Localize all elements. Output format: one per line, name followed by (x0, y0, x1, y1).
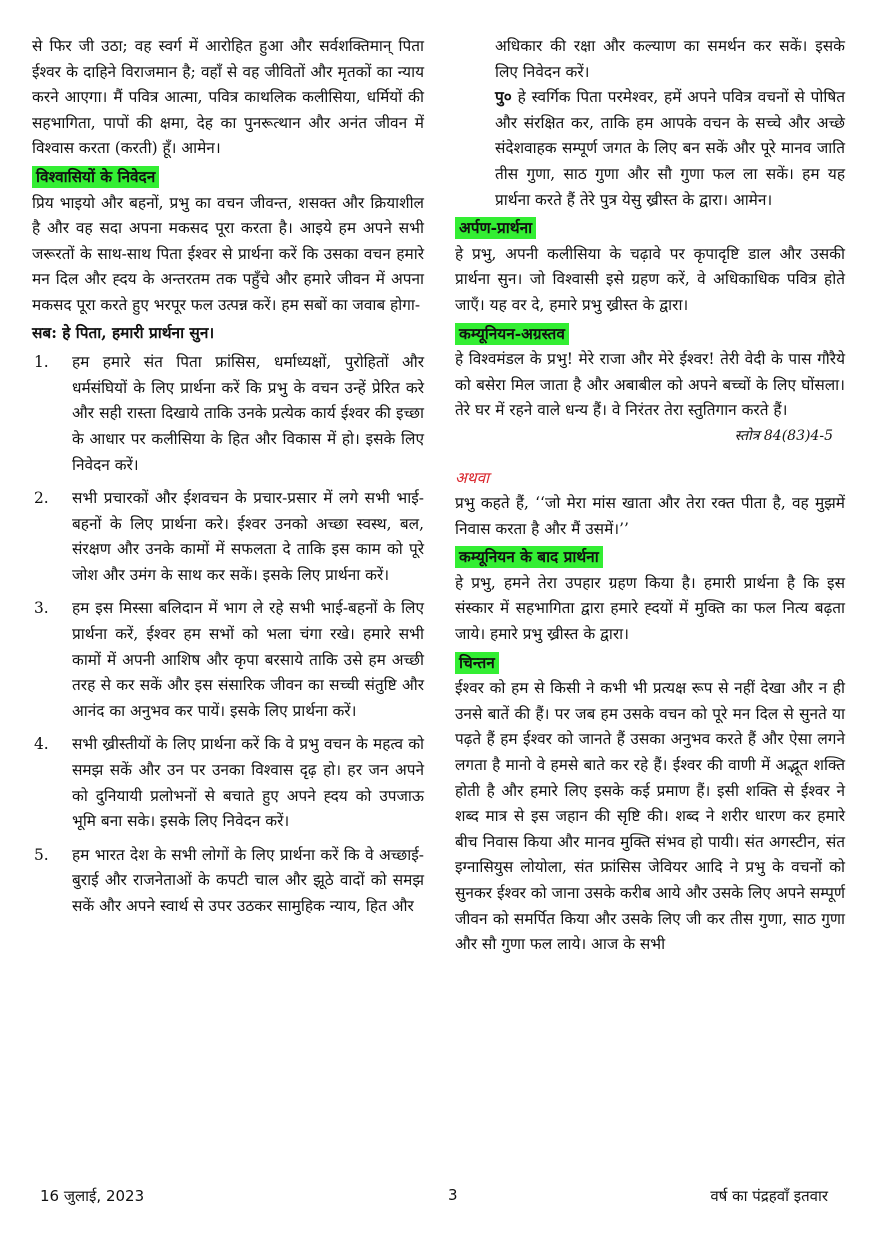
priest-label: पु० (495, 88, 512, 107)
petition-text: हम भारत देश के सभी लोगों के लिए प्रार्थना करें कि वे अच्छाई-बुराई और राजनेताओं के कपटी चाल और झूठे वादों को समझ सकें और अपने स्वार्थ से उपर उठकर सामुहिक न्याय, हित और (72, 845, 424, 915)
psalm-reference: स्तोत्र 84(83)4-5 (734, 427, 833, 444)
page-number: 3 (448, 1186, 458, 1204)
right-column (455, 34, 845, 958)
priest-prayer-text: हे स्वर्गिक पिता परमेश्वर, हमें अपने पवित्र वचनों से पोषित और संरक्षित कर, ताकि हम आपके वचन के सच्चे और अच्छे संदेशवाहक सम्पूर्ण जगत के लिए बन सकें और पूरे मानव जाति तीस गुणा, साठ गुणा और सौ गुणा फल ला सकें। हम यह प्रार्थना करते हैं तेरे पुत्र येसु ख्रीस्त के द्वारा। आमेन। (495, 88, 845, 209)
petition-number: 1. (34, 353, 49, 372)
post-communion-heading: कम्यूनियन के बाद प्रार्थना (455, 546, 603, 568)
petitions-intro: प्रिय भाइयो और बहनों, प्रभु का वचन जीवन्त, शसक्त और क्रियाशील है और वह सदा अपना मकसद पूरा करता है। आइये हम अपने सभी जरूरतों के साथ-साथ पिता ईश्वर से प्रार्थना करें कि उसका वचन हमारे मन दिल और ह्दय के अन्तरतम तक पहुँचे और हमारे जीवन में अपना मकसद पूरा करते हुए भरपूर फल उत्पन्न करें। हम सबों का जवाब होगा- (32, 193, 424, 314)
alternate-antiphon-text: प्रभु कहते हैं, ‘‘जो मेरा मांस खाता और तेरा रक्त पीता है, वह मुझमें निवास करता है और मैं उसमें।’’ (455, 494, 845, 538)
reflection-heading: चिन्तन (455, 652, 499, 674)
reflection-text: ईश्वर को हम से किसी ने कभी भी प्रत्यक्ष रूप से नहीं देखा और न ही उनसे बातें की हैं। पर जब हम उसके वचन को पूरे मन दिल से सुनते या पढ़ते हैं हम ईश्वर को जानते हैं उसका अनुभव करते हैं और ऐसा लगने लगता है मानो वे हमसे बाते कर रहे हैं। ईश्वर की वाणी में अद्भूत शक्ति होती है और हमारे लिए इसके कई प्रमाण हैं। इसी शक्ति से ईश्वर ने शब्द मात्र से इस जहान की सृष्टि की। शब्द ने शरीर धारण कर हमारे बीच निवास किया और मानव मुक्ति संभव हो पायी। संत अगस्टीन, संत इग्नासियुस लोयोला, संत फ्रांसिस जेवियर आदि ने प्रभु के वचनों को सुनकर ईश्वर को जाना उसके करीब आये और उसके लिए अपने सम्पूर्ण जीवन को समर्पित किया और उसके लिए जी कर तीस गुणा, साठ गुणा और सौ गुणा फल लाये। आज के सभी (455, 679, 845, 954)
priest-prayer (455, 85, 845, 213)
petitions-heading: विश्वासियों के निवेदन (32, 166, 159, 188)
petition-number: 5. (34, 845, 49, 864)
petition-number: 3. (34, 599, 49, 618)
communion-antiphon-text: हे विश्वमंडल के प्रभु! मेरे राजा और मेरे ईश्वर! तेरी वेदी के पास गौरैये को बसेरा मिल जाता है और अबाबील को अपने बच्चों के लिए घोंसला। तेरे घर में रहने वाले धन्य हैं। वे निरंतर तेरा स्तुतिगान करते हैं। (455, 350, 845, 420)
petition-text: सभी प्रचारकों और ईशवचन के प्रचार-प्रसार में लगे सभी भाई-बहनों के लिए प्रार्थना करे। ईश्वर उनको अच्छा स्वस्थ, बल, संरक्षण और उनके कामों में सफलता दे ताकि इस काम को पूरे जोश और उमंग के साथ कर सकें। इसके लिए प्रार्थना करें। (72, 489, 424, 584)
offering-prayer-heading: अर्पण-प्रार्थना (455, 217, 536, 239)
creed-conclusion: से फिर जी उठा; वह स्वर्ग में आरोहित हुआ और सर्वशक्तिमान् पिता ईश्वर के दाहिने विराजमान है; वहाँ से वह जीवितों और मृतकों का न्याय करने आएगा। मैं पवित्र आत्मा, पवित्र काथलिक कलीसिया, धर्मियों की सहभागिता, पापों की क्षमा, देह का पुनरूत्थान और अनंत जीवन में विश्वास करता (करती) हूँ। आमेन। (32, 37, 424, 158)
page-footer (0, 1186, 878, 1216)
petitions-list (32, 350, 424, 919)
communion-antiphon-heading: कम्यूनियन-अग्रस्तव (455, 323, 569, 345)
petition-text: हम इस मिस्सा बलिदान में भाग ले रहे सभी भाई-बहनों के लिए प्रार्थना करें, ईश्वर हम सभों को भला चंगा रखे। हमारे सभी कामों में अपनी आशिष और कृपा बरसाये ताकि उसे हम अच्छी तरह से कर सकें और इस संसारिक जीवन का सच्ची संतुष्टि और आनंद का अनुभव कर पायें। इसके लिए प्रार्थना करें। (72, 599, 424, 720)
left-column (32, 34, 424, 928)
petition-item (32, 486, 424, 588)
petition-item (32, 596, 424, 724)
petition-text: हम हमारे संत पिता फ्रांसिस, धर्माध्यक्षों, पुरोहितों और धर्मसंघियों के लिए प्रार्थना करें कि प्रभु के वचन उन्हें प्रेरित करे और सही रास्ता दिखाये ताकि उनके प्रत्येक कार्य ईश्वर की इच्छा के आधार पर कलीसिया के हित और विकास में हो। इसके लिए निवेदन करें। (72, 353, 424, 474)
petition-item (32, 350, 424, 478)
post-communion-text: हे प्रभु, हमने तेरा उपहार ग्रहण किया है। हमारी प्रार्थना है कि इस संस्कार में सहभागिता द्वारा हमारे ह्दयों में मुक्ति का फल नित्य बढ़ता जाये। हमारे प्रभु ख्रीस्त के द्वारा। (455, 573, 845, 644)
petition-text: सभी ख्रीस्तीयों के लिए प्रार्थना करें कि वे प्रभु वचन के महत्व को समझ सकें और उन पर उनका विश्वास दृढ़ हो। हर जन अपने को दुनियायी प्रलोभनों से बचाते हुए अपने ह्दय को उपजाऊ भूमि बना सके। इसके लिए निवेदन करें। (72, 735, 424, 831)
petition-item (32, 732, 424, 834)
offering-prayer-text: हे प्रभु, अपनी कलीसिया के चढ़ावे पर कृपादृष्टि डाल और उसकी प्रार्थना सुन। जो विश्वासी इसे ग्रहण करें, वे अधिकाधिक पवित्र होते जाएँ। यह वर दे, हमारे प्रभु ख्रीस्त के द्वारा। (455, 244, 845, 314)
footer-date: 16 जुलाई, 2023 (40, 1187, 145, 1205)
petition-item (32, 843, 424, 920)
petition-number: 2. (34, 489, 49, 508)
petition-5-continued: अधिकार की रक्षा और कल्याण का समर्थन कर सकें। इसके लिए निवेदन करें। (495, 37, 845, 81)
congregation-response: सब: हे पिता, हमारी प्रार्थना सुन। (32, 323, 215, 342)
petition-number: 4. (34, 735, 49, 754)
footer-sunday-title: वर्ष का पंद्रहवाँ इतवार (710, 1187, 828, 1205)
or-label: अथवा (455, 468, 490, 487)
